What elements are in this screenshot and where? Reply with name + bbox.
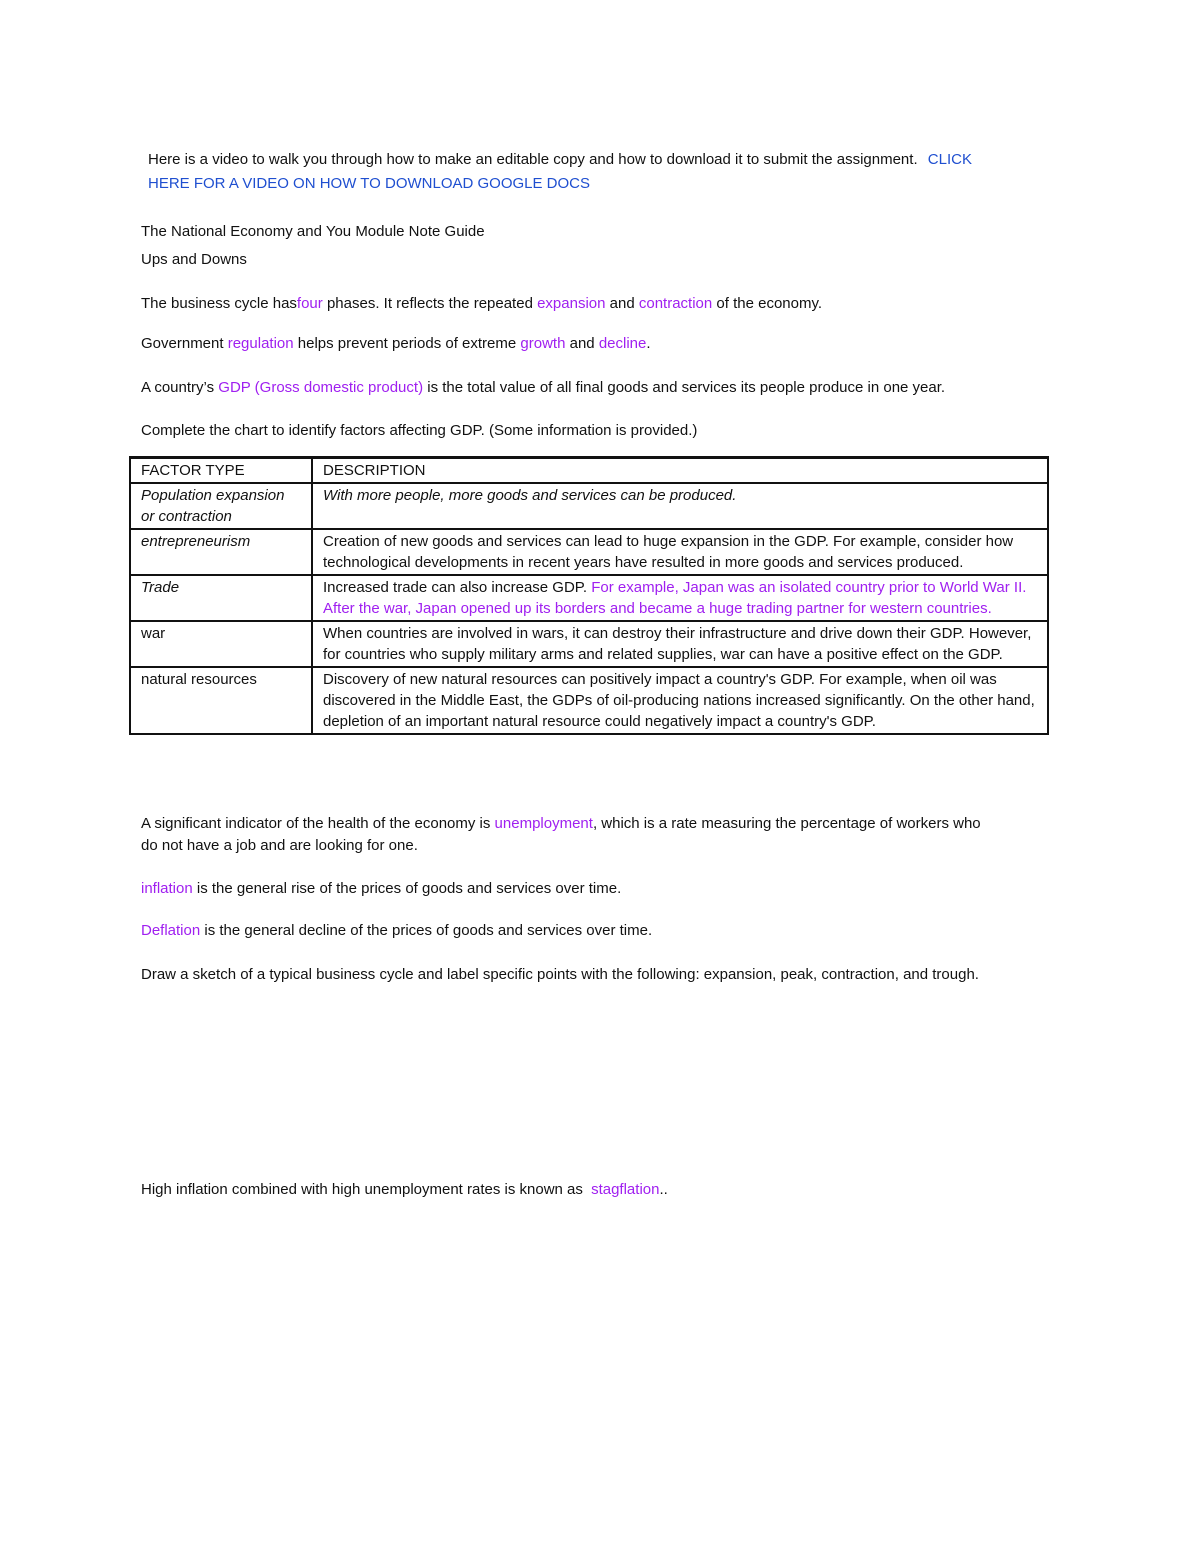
answer-unemployment: unemployment [494,815,593,832]
table-row [130,575,1048,621]
factor-cell: entrepreneurism [130,529,312,575]
text-span: .. [659,1181,668,1198]
video-link-continued[interactable]: HERE FOR A VIDEO ON HOW TO DOWNLOAD GOOGLE DOCS [148,175,591,192]
answer-deflation: Deflation [141,922,201,939]
text-span: A significant indicator of the health of the economy is [141,815,491,832]
sketch-instructions: Draw a sketch of a typical business cycle and label specific points with the following: expansion, peak, contraction, and trough. [141,966,979,983]
factor-cell: Population expansion or contraction [130,483,312,529]
gdp-factors-table [129,456,1049,735]
description-cell [312,575,1048,621]
regulation-sentence [141,334,651,354]
page-title: The National Economy and You Module Note Guide [141,223,485,240]
text-span: of the economy. [716,295,823,312]
factor-cell: war [130,621,312,667]
table-header-row [130,458,1048,484]
text-span: , which is a rate measuring the percentage of workers who [592,815,981,832]
text-span: is the general decline of the prices of goods and services over time. [204,922,653,939]
text-span: phases. It reflects the repeated [326,295,533,312]
unemployment-sentence-continued: do not have a job and are looking for one. [141,837,418,854]
answer-expansion: expansion [537,295,606,312]
page-subtitle: Ups and Downs [141,251,247,268]
answer-gdp: GDP (Gross domestic product) [218,379,424,396]
business-cycle-sentence [141,294,822,314]
text-span: and [569,335,595,352]
answer-growth: growth [520,335,566,352]
table-row [130,529,1048,575]
answer-stagflation: stagflation [591,1181,660,1198]
stagflation-sentence [141,1180,668,1200]
chart-instructions: Complete the chart to identify factors affecting GDP. (Some information is provided.) [141,422,698,439]
text-span: Government [141,335,224,352]
text-span: A country’s [141,379,215,396]
description-cell: With more people, more goods and services can be produced. [312,483,1048,529]
text-span: . [646,335,651,352]
answer-decline: decline [598,335,647,352]
text-span: The business cycle has [141,295,297,312]
unemployment-sentence [141,814,981,834]
description-answer: For example, Japan was an isolated country prior to World War II. After the war, Japan opened up its borders and became a huge trading partner for western countries. [323,579,1027,617]
table-row [130,667,1048,734]
answer-inflation: inflation [141,880,193,897]
video-link[interactable]: CLICK [927,151,972,168]
text-span: is the general rise of the prices of goods and services over time. [196,880,622,897]
text-span: and [609,295,635,312]
gdp-sentence [141,378,945,398]
header-description: DESCRIPTION [312,458,1048,484]
header-factor-type: FACTOR TYPE [130,458,312,484]
text-span: is the total value of all final goods and services its people produce in one year. [427,379,946,396]
text-span: High inflation combined with high unemployment rates is known as [141,1181,583,1198]
description-cell: Creation of new goods and services can lead to huge expansion in the GDP. For example, consider how technological developments in recent years have resulted in more goods and services produced. [312,529,1048,575]
text-span: helps prevent periods of extreme [297,335,517,352]
deflation-sentence [141,921,652,941]
answer-contraction: contraction [638,295,713,312]
factor-cell: Trade [130,575,312,621]
answer-regulation: regulation [227,335,294,352]
intro-paragraph [148,150,972,170]
intro-text: Here is a video to walk you through how to make an editable copy and how to download it to submit the assignment. [148,151,918,168]
factor-cell: natural resources [130,667,312,734]
answer-four: four [296,295,323,312]
description-text: Increased trade can also increase GDP. [323,579,588,596]
inflation-sentence [141,879,621,899]
description-cell: When countries are involved in wars, it can destroy their infrastructure and drive down their GDP. However, for countries who supply military arms and related supplies, war can have a positive effect on the GDP. [312,621,1048,667]
table-row [130,483,1048,529]
description-cell: Discovery of new natural resources can positively impact a country's GDP. For example, when oil was discovered in the Middle East, the GDPs of oil-producing nations increased significantly. On the other hand, depletion of an important natural resource could negatively impact a country's GDP. [312,667,1048,734]
table-row [130,621,1048,667]
